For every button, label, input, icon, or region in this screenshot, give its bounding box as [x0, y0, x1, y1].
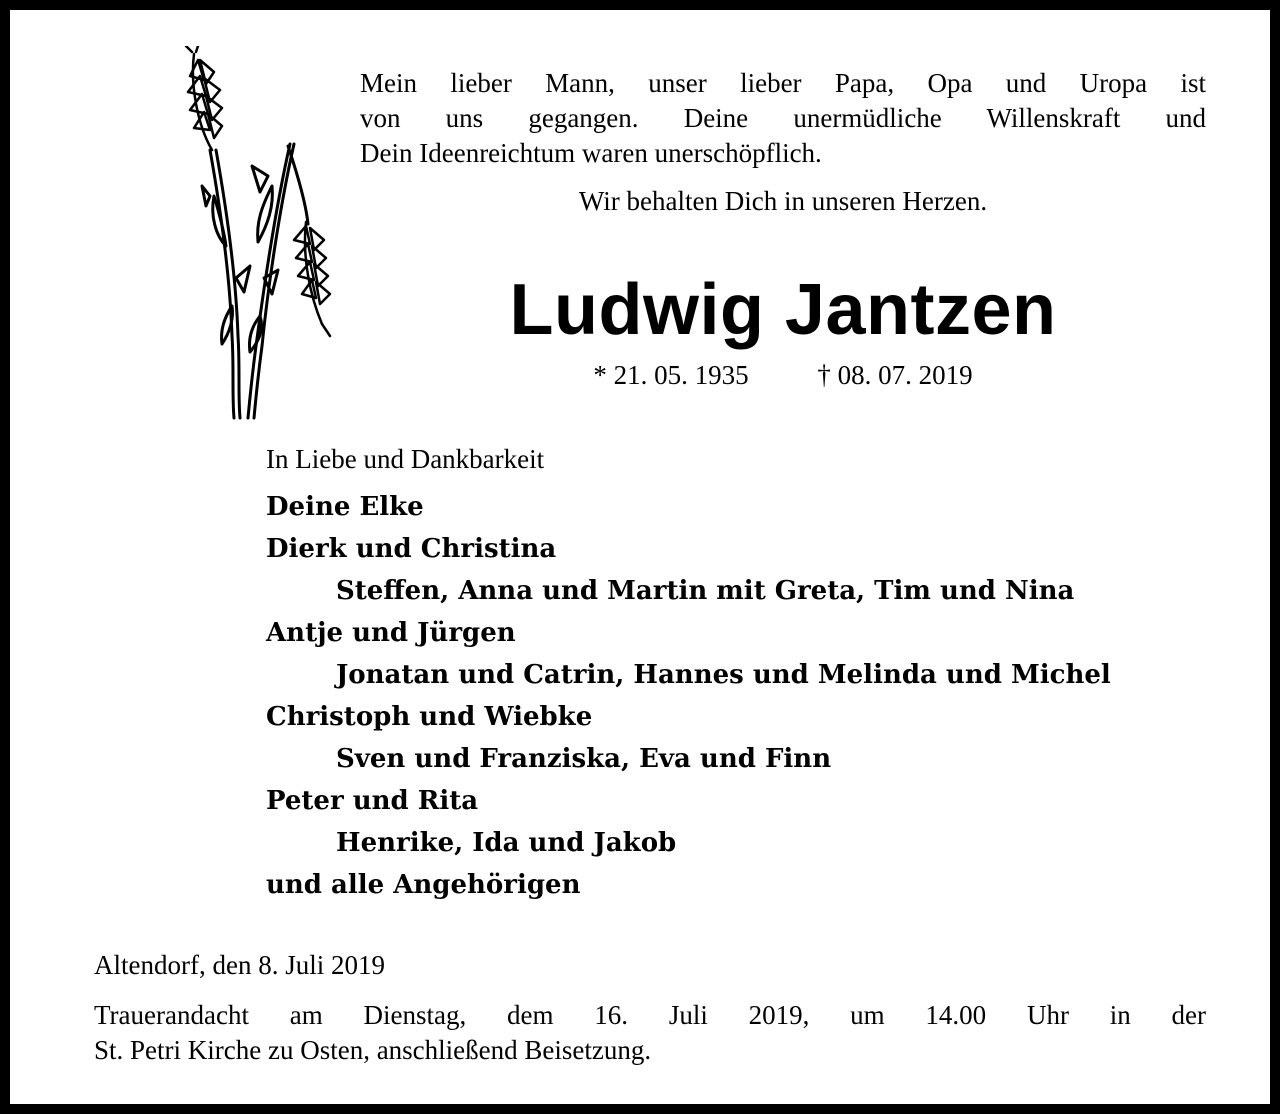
intro-line: von uns gegangen. Deine unermüdliche Willenskraft und: [360, 103, 1206, 133]
mourner-line: Jonatan und Catrin, Hannes und Melinda und Michel: [336, 660, 1111, 690]
birth-date: * 21. 05. 1935: [593, 360, 749, 390]
mourner-line: und alle Angehörigen: [266, 870, 581, 900]
service-info: [94, 998, 1206, 1068]
intro-line: Mein lieber Mann, unser lieber Papa, Opa und Uropa ist: [360, 68, 1206, 98]
intro-line: Dein Ideenreichtum waren unerschöpflich.: [360, 138, 822, 168]
mourner-line: Peter und Rita: [266, 786, 479, 816]
deceased-name: Ludwig Jantzen: [509, 270, 1057, 350]
wheat-ears-icon: [180, 46, 340, 422]
mourner-line: Henrike, Ida und Jakob: [336, 828, 677, 858]
intro-text: [360, 66, 1206, 171]
mourners-list: [266, 486, 1226, 906]
service-line: St. Petri Kirche zu Osten, anschließend Beisetzung.: [94, 1035, 652, 1065]
motto: Wir behalten Dich in unseren Herzen.: [578, 186, 988, 216]
mourner-line: Dierk und Christina: [266, 534, 557, 564]
mourner-line: Sven und Franziska, Eva und Finn: [336, 744, 832, 774]
mourner-line: Antje und Jürgen: [266, 618, 516, 648]
mourner-line: Steffen, Anna und Martin mit Greta, Tim und Nina: [336, 576, 1075, 606]
place-date: Altendorf, den 8. Juli 2019: [94, 950, 385, 980]
death-date: † 08. 07. 2019: [817, 360, 973, 390]
life-dates: [360, 358, 1206, 393]
service-line: Trauerandacht am Dienstag, dem 16. Juli 2019, um 14.00 Uhr in der: [94, 1000, 1206, 1030]
mourner-line: Deine Elke: [266, 492, 424, 522]
mourner-line: Christoph und Wiebke: [266, 702, 593, 732]
mourners-lead: In Liebe und Dankbarkeit: [266, 444, 545, 474]
